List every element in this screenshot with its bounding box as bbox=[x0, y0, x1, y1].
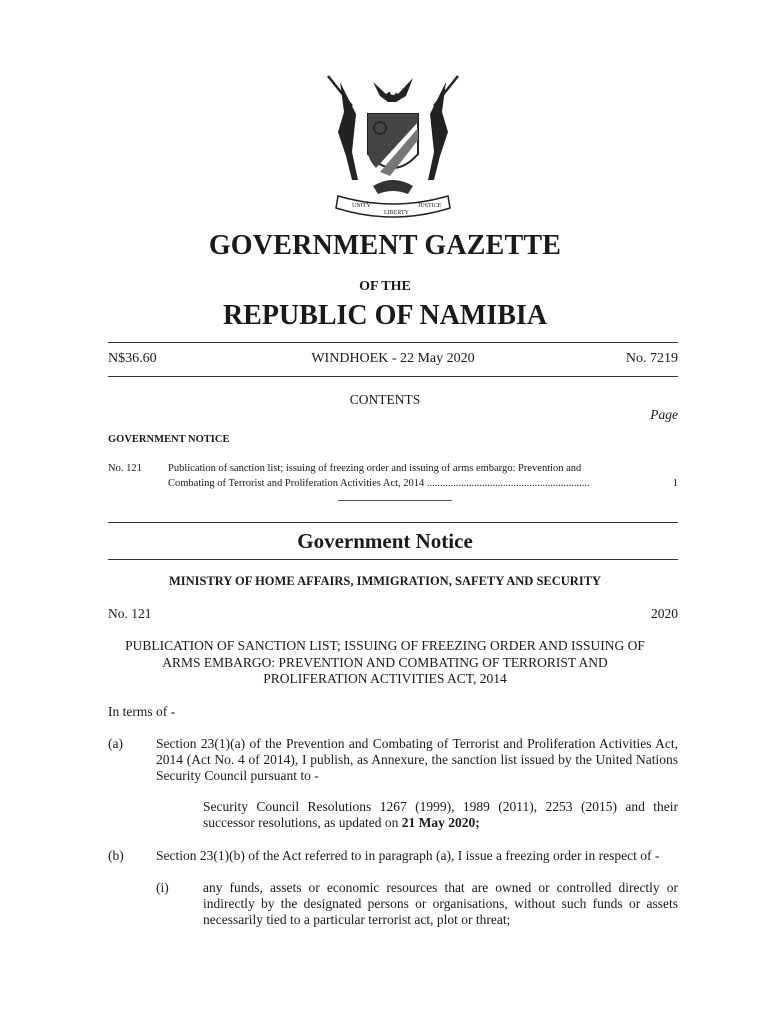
notice-title-line1: PUBLICATION OF SANCTION LIST; ISSUING OF FREEZING ORDER AND ISSUING OF bbox=[125, 638, 645, 653]
resolutions-date: 21 May 2020; bbox=[401, 815, 480, 830]
gazette-subtitle: OF THE bbox=[359, 279, 411, 294]
contents-section: GOVERNMENT NOTICE bbox=[108, 434, 230, 445]
para-a-label: (a) bbox=[108, 736, 123, 751]
contents-entry-line2: Combating of Terrorist and Proliferation Activities Act, 2014 .............................................................. bbox=[168, 478, 590, 489]
contents-entry-page: 1 bbox=[672, 478, 678, 489]
resolutions-text: Security Council Resolutions 1267 (1999), 1989 (2011), 2253 (2015) and their successor resolutions, as updated on 21 May 2020; bbox=[203, 799, 678, 830]
ministry-name: MINISTRY OF HOME AFFAIRS, IMMIGRATION, SAFETY AND SECURITY bbox=[168, 574, 602, 588]
notice-title-line2: ARMS EMBARGO: PREVENTION AND COMBATING OF TERRORIST AND bbox=[162, 654, 608, 670]
notice-title bbox=[0, 638, 770, 688]
divider bbox=[108, 522, 678, 523]
notice-number: No. 121 bbox=[108, 606, 152, 621]
place-date: WINDHOEK - 22 May 2020 bbox=[311, 351, 475, 366]
price: N$36.60 bbox=[108, 351, 157, 366]
notice-title-line3: PROLIFERATION ACTIVITIES ACT, 2014 bbox=[263, 671, 507, 686]
notice-heading: Government Notice bbox=[297, 529, 473, 553]
coat-of-arms-icon bbox=[318, 62, 468, 222]
para-b-text: Section 23(1)(b) of the Act referred to in paragraph (a), I issue a freezing order in respect of - bbox=[156, 848, 660, 863]
notice-year: 2020 bbox=[651, 606, 678, 621]
short-divider bbox=[338, 500, 452, 501]
contents-entry-no: No. 121 bbox=[108, 463, 142, 474]
para-i-text: any funds, assets or economic resources that are owned or controlled directly or indirectly by the designated persons or organisations, without such funds or assets necessarily tied to a particular terrorist act, plot or threat; bbox=[203, 880, 678, 927]
gazette-title: GOVERNMENT GAZETTE bbox=[208, 230, 562, 261]
para-a-text: Section 23(1)(a) of the Prevention and Combating of Terrorist and Proliferation Activities Act, 2014 (Act No. 4 of 2014), I publish, as Annexure, the sanction list issued by the United Nations Security Council pursuant to - bbox=[156, 736, 678, 783]
motto-right: JUSTICE bbox=[418, 203, 442, 209]
intro-text: In terms of - bbox=[108, 704, 176, 719]
republic-title: REPUBLIC OF NAMIBIA bbox=[222, 300, 548, 331]
page-label: Page bbox=[650, 407, 678, 422]
contents-entry-line1: Publication of sanction list; issuing of freezing order and issuing of arms embargo: Prevention and bbox=[168, 463, 582, 474]
motto-center: LIBERTY bbox=[384, 210, 409, 216]
para-i-label: (i) bbox=[156, 880, 169, 895]
divider bbox=[108, 342, 678, 343]
divider bbox=[108, 559, 678, 560]
contents-heading: CONTENTS bbox=[349, 392, 421, 407]
divider bbox=[108, 376, 678, 377]
issue-number: No. 7219 bbox=[625, 351, 678, 366]
para-b-label: (b) bbox=[108, 848, 124, 863]
motto-left: UNITY bbox=[352, 203, 371, 209]
